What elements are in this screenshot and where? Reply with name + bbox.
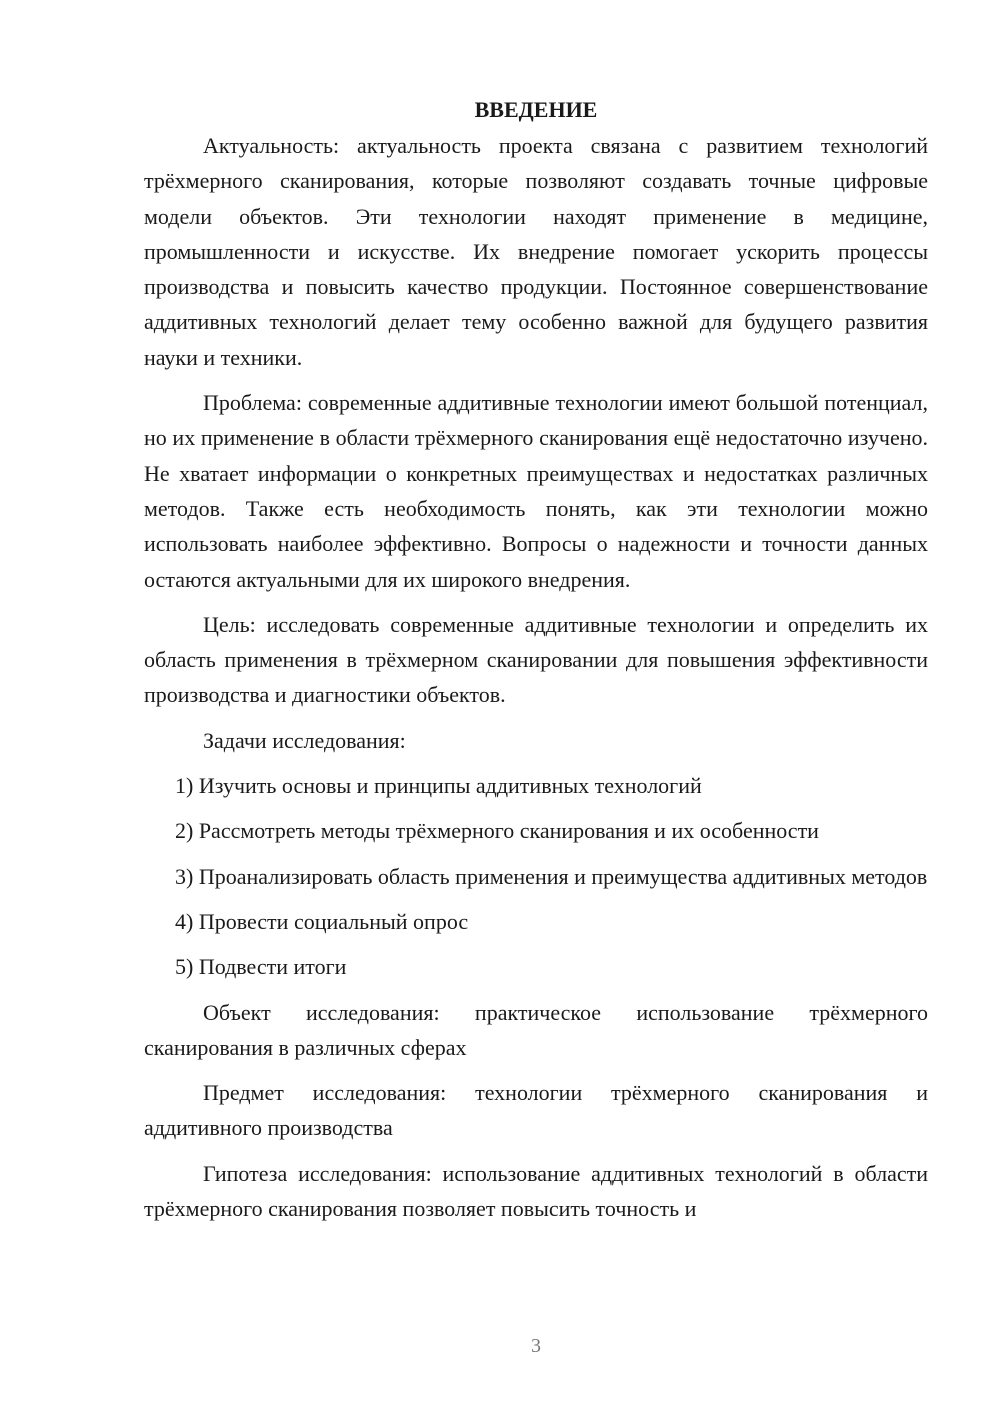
task-item-1: 1) Изучить основы и принципы аддитивных технологий bbox=[175, 773, 702, 799]
task-item-4: 4) Провести социальный опрос bbox=[175, 908, 469, 934]
task-item-3: 3) Проанализировать область применения и преимущества аддитивных методов bbox=[175, 863, 928, 889]
object-paragraph: Объект исследования: практическое использование трёхмерного сканирования в различных сферах bbox=[144, 999, 928, 1060]
section-heading: ВВЕДЕНИЕ bbox=[474, 97, 598, 122]
task-item-5: 5) Подвести итоги bbox=[175, 954, 347, 980]
tasks-heading: Задачи исследования: bbox=[203, 727, 406, 753]
task-item-2: 2) Рассмотреть методы трёхмерного сканирования и их особенности bbox=[175, 818, 819, 844]
page-number: 3 bbox=[531, 1335, 541, 1357]
hypothesis-paragraph: Гипотеза исследования: использование аддитивных технологий в области трёхмерного сканирования позволяет повысить точность и bbox=[144, 1160, 928, 1222]
relevance-paragraph: Актуальность: актуальность проекта связана с развитием технологий трёхмерного сканирования, которые позволяют создавать точные цифровые модели объектов. Эти технологии находят применение в медицине, промышленности и искусстве. Их внедрение помогает ускорить процессы производства и повысить качество продукции. Постоянное совершенствование аддитивных технологий делает тему особенно важной для будущего развития науки и техники. bbox=[144, 133, 928, 370]
subject-paragraph: Предмет исследования: технологии трёхмерного сканирования и аддитивного производства bbox=[144, 1080, 928, 1141]
goal-paragraph: Цель: исследовать современные аддитивные технологии и определить их область применения в трёхмерном сканировании для повышения эффективности производства и диагностики объектов. bbox=[144, 611, 928, 708]
problem-paragraph: Проблема: современные аддитивные технологии имеют большой потенциал, но их применение в области трёхмерного сканирования ещё недостаточно изучено. Не хватает информации о конкретных преимуществах и недостатках различных методов. Также есть необходимость понять, как эти технологии можно использовать наиболее эффективно. Вопросы о надежности и точности данных остаются актуальными для их широкого внедрения. bbox=[144, 390, 928, 592]
document-body bbox=[144, 92, 928, 1236]
